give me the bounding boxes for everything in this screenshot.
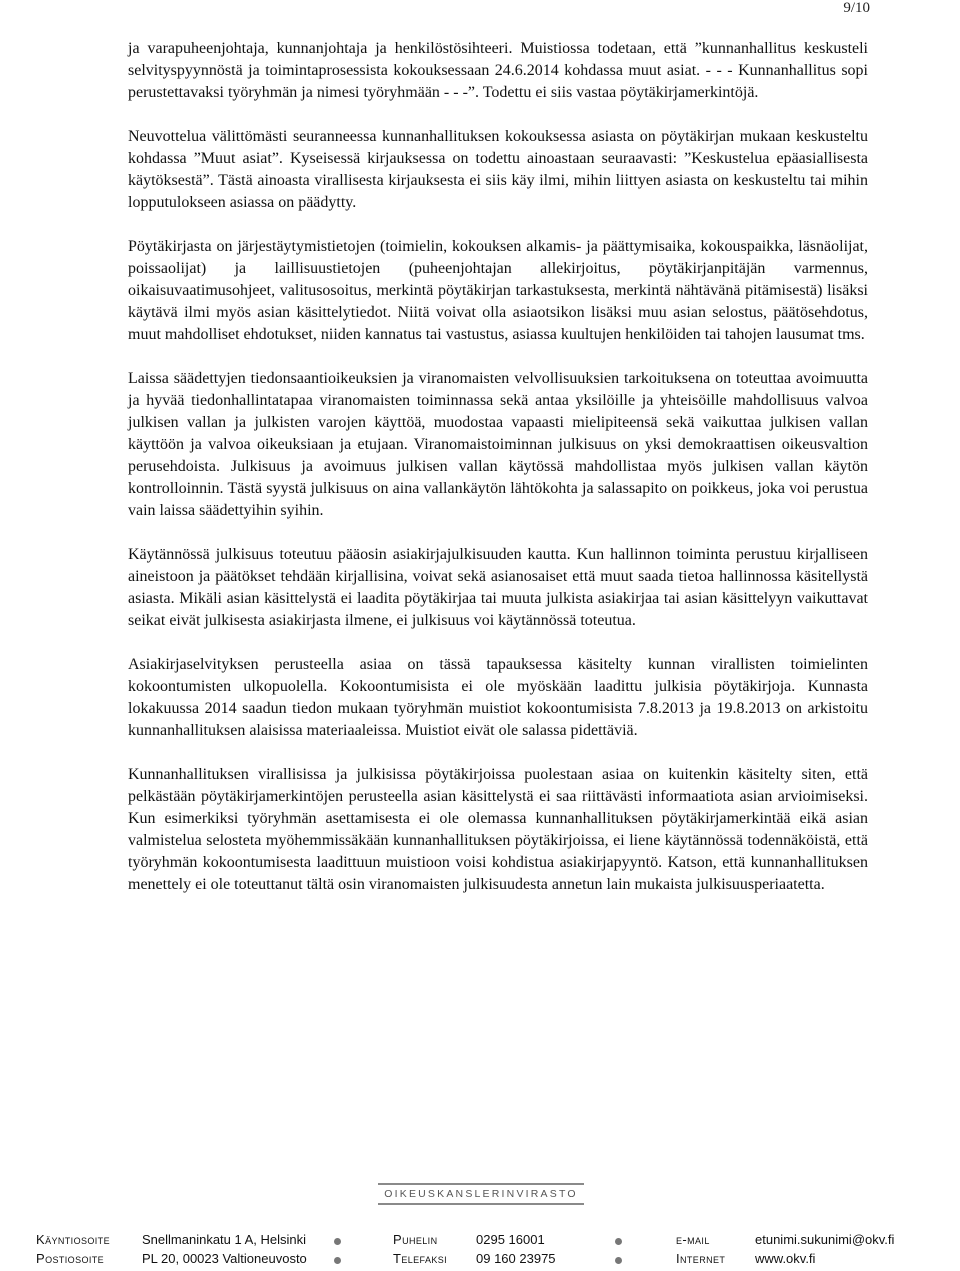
separator-dot <box>334 1238 341 1245</box>
logo-rule-top <box>378 1183 584 1185</box>
email-label: e-mail <box>676 1232 710 1247</box>
paragraph-6: Asiakirjaselvityksen perusteella asiaa on tässä tapauksessa käsitelty kunnan virallisten toimielinten kokoontumisten ulkopuolella. Kokoontumisista ei ole myöskään laadittu julkisia pöytäkirjoja. Kunnasta lokakuussa 2014 saadun tiedon mukaan työryhmän muistiot kokoontumisista 7.8.2013 ja 19.8.2013 on arkistoitu kunnanhallituksen alaisissa materiaaleissa. Muistiot eivät ole salassa pidettäviä. <box>128 656 868 739</box>
logo-rule-bottom <box>378 1203 584 1205</box>
footer-row-2 <box>0 1251 960 1271</box>
separator-dot <box>334 1257 341 1264</box>
footer-row-1 <box>0 1232 960 1252</box>
paragraph-3: Pöytäkirjasta on järjestäytymistietojen (toimielin, kokouksen alkamis- ja päättymisaika, kokouspaikka, läsnäolijat, poissaolijat) ja laillisuustietojen (puheenjohtajan allekirjoitus, pöytäkirjanpitäjän varmennus, oikaisuvaatimusohjeet, valitusosoitus, merkintä pöytäkirjan tarkastuksesta, merkintä nähtävänä pitämisestä) lisäksi käytävä ilmi myös asian käsittelytiedot. Niitä voivat olla asiaotsikon lisäksi muu asian selostus, päätösehdotus, muut mahdolliset ehdotukset, niiden kannatus tai vastustus, asiassa kuultujen henkilöiden tai tahojen lausumat tms. <box>128 238 868 343</box>
website-link[interactable]: www.okv.fi <box>755 1251 816 1266</box>
paragraph-7: Kunnanhallituksen virallisissa ja julkisissa pöytäkirjoissa puolestaan asiaa on kuitenkin käsitelty siten, että pelkästään pöytäkirjamerkintöjen perusteella asian käsittelystä ei saa riittävästi informaatiota asian arvioimiseksi. Kun esimerkiksi työryhmän asettamisesta ei ole olemassa kunnanhallituksen pöytäkirjamerkintää eikä asian valmistelua selosteta myöhemmissäkään kunnanhallituksen pöytäkirjoissa, ei liene käytännössä todennäköistä, että työryhmän kokoontumisesta laadittuun muistioon voisi kohdistua asiakirjapyyntö. Katson, että kunnanhallituksen menettely ei ole toteuttanut tältä osin viranomaisten julkisuudesta annetun lain mukaista julkisuusperiaatetta. <box>128 766 868 893</box>
document-body <box>128 38 868 918</box>
paragraph-2: Neuvottelua välittömästi seuranneessa kunnanhallituksen kokouksessa asiasta on pöytäkirjan mukaan keskusteltu kohdassa ”Muut asiat”. Kyseisessä kirjauksessa on todettu ainoastaan seuraavasti: ”Keskustelua epäasiallisesta käytöksestä”. Tästä ainoasta virallisesta kirjauksesta ei siis käy ilmi, mihin liittyen asiasta on keskusteltu tai mihin lopputulokseen asiassa on päädytty. <box>128 128 868 211</box>
paragraph-1: ja varapuheenjohtaja, kunnanjohtaja ja henkilöstösihteeri. Muistiossa todetaan, että ”kunnanhallitus keskusteli selvityspyynnöstä ja toimintaprosessista kokouksessaan 24.6.2014 kohdassa muut asiat. - - - Kunnanhallitus sopi perustettavaksi työryhmän ja nimesi työryhmään - - -”. Todettu ei siis vastaa pöytäkirjamerkintöjä. <box>128 40 868 101</box>
internet-label: Internet <box>676 1251 726 1266</box>
phone-number: 0295 16001 <box>476 1232 545 1247</box>
separator-dot <box>615 1238 622 1245</box>
logo-text: OIKEUSKANSLERINVIRASTO <box>384 1188 578 1200</box>
fax-number: 09 160 23975 <box>476 1251 556 1266</box>
visiting-address: Snellmaninkatu 1 A, Helsinki <box>142 1232 307 1247</box>
postal-address-label: Postiosoite <box>36 1251 105 1266</box>
separator-dot <box>615 1257 622 1264</box>
footer-contact-info <box>0 1228 960 1268</box>
visiting-address-label: Käyntiosoite <box>36 1232 110 1247</box>
fax-label: Telefaksi <box>393 1251 448 1266</box>
email-address[interactable]: etunimi.sukunimi@okv.fi <box>755 1232 895 1247</box>
postal-address: PL 20, 00023 Valtioneuvosto <box>142 1251 307 1266</box>
paragraph-4: Laissa säädettyjen tiedonsaantioikeuksien ja viranomaisten velvollisuuksien tarkoituksena on toteuttaa avoimuutta ja hyvää tiedonhallintatapaa viranomaisten toiminnassa sekä antaa yksilöille ja yhteisöille mahdollisuus valvoa julkisen vallan ja julkisten varojen käyttöä, muodostaa vapaasti mielipiteensä sekä vaikuttaa julkisen vallan käyttöön ja valvoa oikeuksiaan ja etujaan. Viranomaistoiminnan julkisuus on yksi demokraattisen oikeusvaltion perusehdoista. Julkisuus ja avoimuus julkisen vallan käytössä mahdollistaa myös julkisen vallan käytön kontrolloinnin. Tästä syystä julkisuus on aina vallankäytön lähtökohta ja salassapito on poikkeus, joka voi perustua vain laissa säädettyihin syihin. <box>128 370 868 519</box>
paragraph-5: Käytännössä julkisuus toteutuu pääosin asiakirjajulkisuuden kautta. Kun hallinnon toiminta perustuu kirjalliseen aineistoon ja päätökset tehdään kirjallisina, voivat sekä asianosaiset että muut saada tietoa hallinnossa käsitellystä asiasta. Mikäli asian käsittelystä ei laadita pöytäkirjaa tai muuta julkista asiakirjaa tai asian käsittelyyn vaikuttavat seikat eivät julkisesta asiakirjasta ilmene, ei julkisuus voi käytännössä toteutua. <box>128 546 868 629</box>
phone-label: Puhelin <box>393 1232 438 1247</box>
page-number: 9/10 <box>843 0 870 16</box>
